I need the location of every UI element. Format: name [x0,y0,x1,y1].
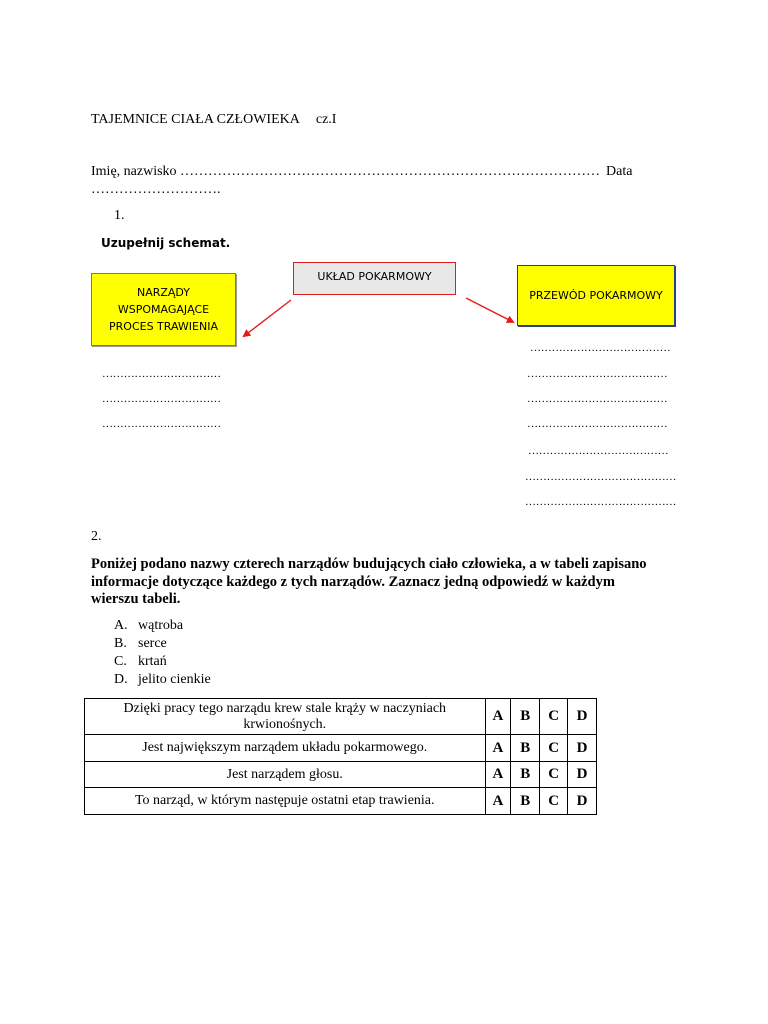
option-item [114,653,211,671]
statement-cell: To narząd, w którym następuje ostatni etap trawienia. [85,788,486,815]
question-2-number: 2. [91,529,102,544]
option-item [114,671,211,689]
choice-d[interactable]: D [568,788,597,815]
right-blank-7[interactable]: …………………………………… [525,496,677,508]
question-1-number: 1. [114,208,125,223]
title-text: TAJEMNICE CIAŁA CZŁOWIEKA [91,112,300,127]
option-text: krtań [138,654,167,669]
choice-c[interactable]: C [540,735,568,762]
question-1-instruction: Uzupełnij schemat. [101,236,231,250]
right-blank-3[interactable]: ………………………………… [527,393,668,405]
date-blank[interactable]: ………………………. [91,182,221,197]
left-blank-1[interactable]: …………………………… [102,368,221,380]
option-item [114,635,211,653]
statement-cell: Jest największym narządem układu pokarmowego. [85,735,486,762]
statement-cell: Dzięki pracy tego narządu krew stale krąży w naczyniach krwionośnych. [85,699,486,735]
date-label: Data [606,164,633,179]
choice-b[interactable]: B [511,735,540,762]
left-blank-2[interactable]: …………………………… [102,393,221,405]
choice-b[interactable]: B [511,762,540,788]
option-letter: D. [114,672,128,687]
option-letter: B. [114,636,127,651]
option-letter: A. [114,618,128,633]
choice-d[interactable]: D [568,735,597,762]
accessory-organs-line-2: WSPOMAGAJĄCE [117,303,210,316]
choice-a[interactable]: A [485,788,511,815]
option-text: wątroba [138,618,184,633]
table-row [85,699,597,735]
choice-c[interactable]: C [540,788,568,815]
right-blank-2[interactable]: ………………………………… [527,368,668,380]
option-item [114,617,211,635]
choice-c[interactable]: C [540,762,568,788]
digestive-tract-label: PRZEWÓD POKARMOWY [529,289,663,302]
table-row [85,762,597,788]
accessory-organs-line-1: NARZĄDY [136,286,191,299]
left-arrow [244,300,291,336]
statement-cell: Jest narządem głosu. [85,762,486,788]
option-letter: C. [114,654,127,669]
right-blank-1[interactable]: ………………………………… [530,342,671,354]
choice-d[interactable]: D [568,699,597,735]
right-blank-4[interactable]: ………………………………… [527,418,668,430]
title-part: cz.I [315,112,337,127]
left-blank-3[interactable]: …………………………… [102,418,221,430]
choice-d[interactable]: D [568,762,597,788]
option-text: serce [138,636,167,651]
name-label: Imię, nazwisko ……………………………………………………………………………… [91,164,601,179]
question-2-prompt: Poniżej podano nazwy czterech narządów budujących ciało człowieka, a w tabeli zapisano informacje dotyczące każdego z tych narządów. Zaznacz jedną odpowiedź w każdym wierszu tabeli. [91,556,647,607]
choice-b[interactable]: B [511,699,540,735]
choice-b[interactable]: B [511,788,540,815]
answer-table [84,698,597,815]
table-row [85,788,597,815]
option-text: jelito cienkie [138,672,211,687]
digestive-system-label: UKŁAD POKARMOWY [317,270,432,283]
choice-a[interactable]: A [485,699,511,735]
choice-a[interactable]: A [485,762,511,788]
accessory-organs-line-3: PROCES TRAWIENIA [109,320,218,333]
right-blank-5[interactable]: ………………………………… [528,445,669,457]
table-row [85,735,597,762]
right-arrow [466,298,513,322]
choice-c[interactable]: C [540,699,568,735]
right-blank-6[interactable]: …………………………………… [525,471,677,483]
organ-options-list [114,617,211,689]
choice-a[interactable]: A [485,735,511,762]
